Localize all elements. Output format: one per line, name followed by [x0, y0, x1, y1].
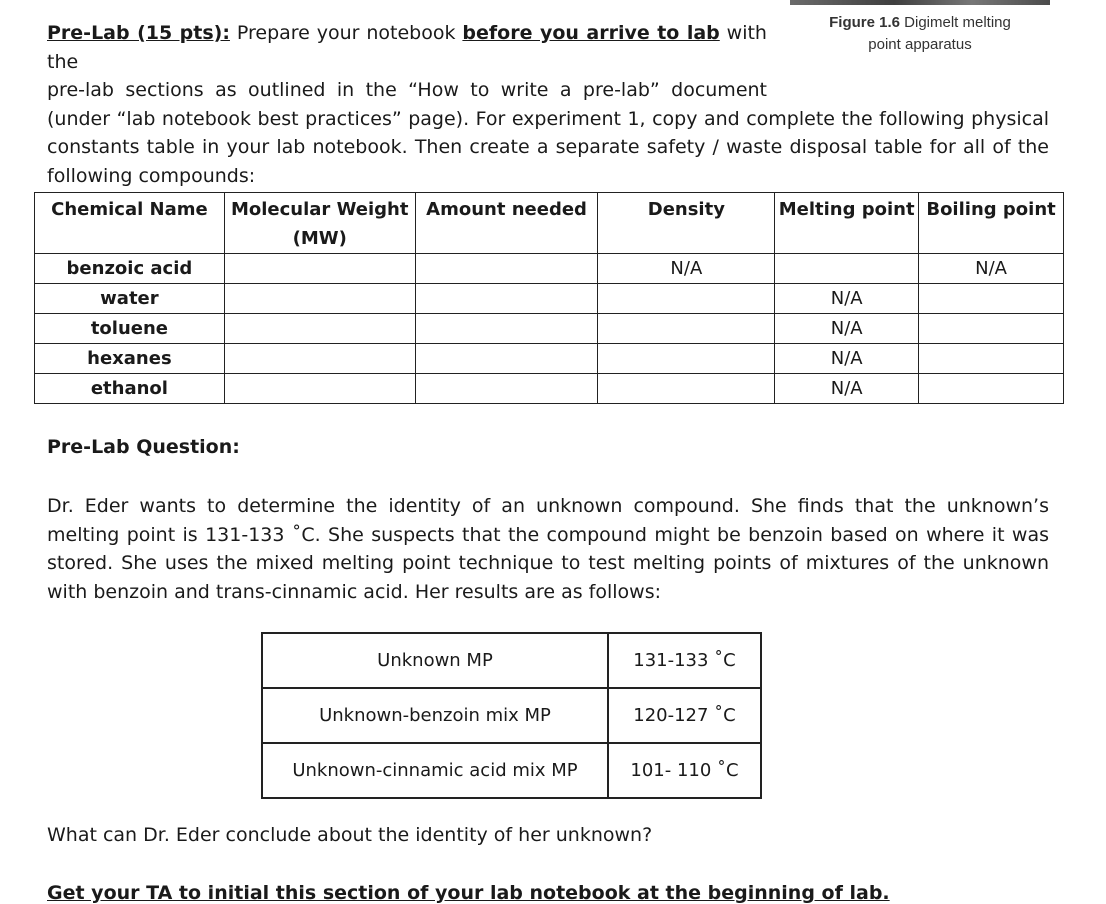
cell-amount	[415, 314, 598, 344]
mixed-mp-results-table	[261, 632, 762, 799]
table-row	[262, 743, 761, 798]
cell-mp: N/A	[775, 314, 919, 344]
cell-bp	[919, 314, 1064, 344]
figure-caption-text: Digimelt melting	[899, 14, 1011, 31]
cell-density: N/A	[598, 254, 775, 284]
figure-number: Figure 1.6	[829, 14, 900, 31]
cell-mp	[775, 254, 919, 284]
cell-name: ethanol	[35, 374, 225, 404]
header-amount-needed: Amount needed	[415, 193, 598, 254]
cell-mp: N/A	[775, 344, 919, 374]
header-chemical-name: Chemical Name	[35, 193, 225, 254]
cell-mp: N/A	[775, 374, 919, 404]
cell-name: hexanes	[35, 344, 225, 374]
table-row	[35, 314, 1064, 344]
physical-constants-table	[34, 192, 1064, 404]
result-label: Unknown-benzoin mix MP	[262, 688, 608, 743]
table-header-row	[35, 193, 1064, 254]
cell-bp	[919, 374, 1064, 404]
prelab-title: Pre-Lab (15 pts):	[47, 22, 230, 44]
cell-density	[598, 284, 775, 314]
question-paragraph: Dr. Eder wants to determine the identity of an unknown compound. She finds that the unknown’s melting point is 131-133 ˚C. She suspects that the compound might be benzoin based on where it was stored. She uses the mixed melting point technique to test melting points of mixtures of the unknown with benzoin and trans-cinnamic acid. Her results are as follows:	[47, 495, 1049, 603]
cell-amount	[415, 344, 598, 374]
table-row	[35, 284, 1064, 314]
conclusion-question: What can Dr. Eder conclude about the identity of her unknown?	[47, 824, 653, 846]
cell-name: toluene	[35, 314, 225, 344]
figure-image-edge	[790, 0, 1050, 5]
prelab-question-heading: Pre-Lab Question:	[47, 436, 240, 458]
intro-emphasis: before you arrive to lab	[462, 22, 720, 44]
intro-rest: (under “lab notebook best practices” page). For experiment 1, copy and complete the following physical constants table in your lab notebook. Then create a separate safety / waste disposal table for all of the following compounds:	[47, 107, 1049, 187]
header-melting-point: Melting point	[775, 193, 919, 254]
cell-name: benzoic acid	[35, 254, 225, 284]
cell-bp	[919, 344, 1064, 374]
result-value: 120-127 ˚C	[608, 688, 761, 743]
cell-mw	[224, 344, 415, 374]
table-row	[262, 633, 761, 688]
intro-text-1: Prepare your notebook	[229, 22, 463, 44]
header-boiling-point: Boiling point	[919, 193, 1064, 254]
intro-text-2: with the	[47, 22, 767, 73]
result-label: Unknown MP	[262, 633, 608, 688]
cell-mw	[224, 314, 415, 344]
result-value: 131-133 ˚C	[608, 633, 761, 688]
cell-name: water	[35, 284, 225, 314]
result-label: Unknown-cinnamic acid mix MP	[262, 743, 608, 798]
cell-mp: N/A	[775, 284, 919, 314]
ta-initial-note: Get your TA to initial this section of your lab notebook at the beginning of lab.	[47, 882, 890, 904]
cell-bp: N/A	[919, 254, 1064, 284]
cell-density	[598, 314, 775, 344]
cell-mw	[224, 374, 415, 404]
cell-amount	[415, 284, 598, 314]
table-row	[262, 688, 761, 743]
header-density: Density	[598, 193, 775, 254]
cell-amount	[415, 374, 598, 404]
figure-caption-line2: point apparatus	[868, 36, 972, 53]
cell-density	[598, 374, 775, 404]
cell-mw	[224, 284, 415, 314]
table-row	[35, 344, 1064, 374]
table-row	[35, 254, 1064, 284]
cell-density	[598, 344, 775, 374]
table-row	[35, 374, 1064, 404]
cell-bp	[919, 284, 1064, 314]
cell-amount	[415, 254, 598, 284]
header-molecular-weight: Molecular Weight (MW)	[224, 193, 415, 254]
intro-paragraph	[47, 19, 1049, 190]
intro-line-2: pre-lab sections as outlined in the “How to write a pre-lab” document	[47, 79, 767, 101]
cell-mw	[224, 254, 415, 284]
result-value: 101- 110 ˚C	[608, 743, 761, 798]
